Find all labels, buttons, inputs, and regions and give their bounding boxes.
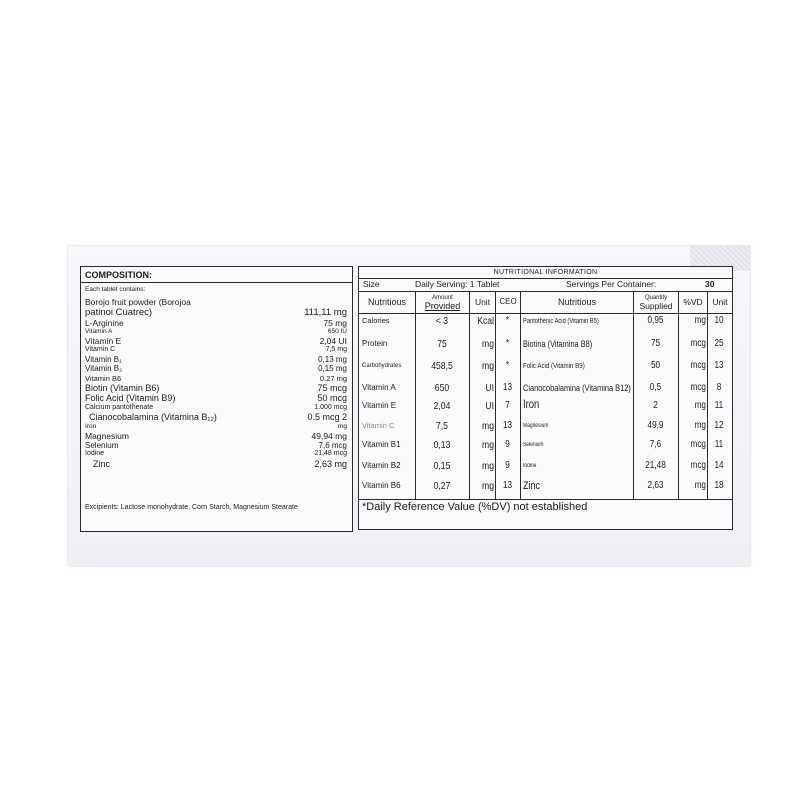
nutrition-cell-unit2: mg (694, 420, 706, 431)
nutrition-cell-amount: < 3 (435, 314, 449, 327)
composition-item-value: 7,5 mg (325, 346, 347, 353)
divider (520, 291, 521, 499)
composition-item-name: patinoi Cuatrec) (85, 307, 153, 318)
serving-text: Daily Serving: 1 Tablet (415, 279, 500, 289)
composition-item-name: Vitamin B₂ (85, 364, 123, 373)
divider (707, 291, 708, 499)
nutrition-cell-vd: 14 (714, 460, 724, 471)
composition-item-value: 0.5 mcg 2 (307, 412, 347, 422)
nutrition-cell-qty: 50 (650, 360, 661, 371)
nutrition-cell-ceo: 13 (502, 382, 513, 393)
nutrition-cell-amount: 7,5 (436, 419, 448, 432)
size-label: Size (363, 279, 380, 289)
composition-item (85, 431, 347, 441)
composition-item-value: 0,27 mg (319, 373, 347, 383)
nutrition-cell-right: Selenium (523, 442, 544, 448)
composition-item-name: Vitamin B6 (85, 373, 122, 383)
composition-item (85, 383, 347, 394)
nutrition-cell-ceo: * (505, 315, 510, 326)
composition-item-value: 111,11 mg (304, 307, 347, 318)
nutrition-cell-qty: 21,48 (645, 460, 666, 471)
nutrition-cell-ceo: 7 (505, 400, 510, 411)
composition-item-value: 21,48 mcg (314, 450, 347, 457)
composition-item-value: 1.000 mcg (314, 403, 347, 411)
nutrition-cell-left: Calories (362, 316, 390, 326)
composition-item-value: 2,04 UI (319, 336, 347, 346)
nutrition-cell-unit: Kcal (477, 314, 494, 327)
composition-item-value: 0,13 mg (318, 354, 347, 364)
header-amount-main: Provided (424, 301, 461, 311)
composition-item-value: 75 mcg (317, 382, 347, 393)
composition-item-name: Folic Acid (Vitamin B9) (85, 393, 176, 403)
header-unit-2: Unit (712, 297, 728, 307)
composition-item (85, 328, 347, 336)
composition-item-name: Vitamin B₁ (85, 354, 122, 364)
nutrition-cell-unit2: mcg (690, 382, 706, 393)
nutrition-cell-qty: 2,63 (647, 480, 664, 491)
nutrition-cell-amount: 0,15 (433, 459, 451, 472)
divider (633, 291, 634, 499)
nutrition-cell-left: Protein (362, 339, 388, 348)
header-quantity (634, 291, 678, 313)
divider (495, 291, 496, 499)
composition-item-name: Vitamin A (85, 328, 113, 335)
nutrition-cell-amount: 0,27 (433, 479, 451, 492)
nutrition-cell-unit2: mg (694, 480, 706, 491)
header-nutritious-2: Nutritious (557, 297, 596, 307)
nutrition-cell-unit2: mcg (690, 360, 706, 371)
composition-item-name: Vitamin C (85, 346, 116, 353)
nutrition-cell-right: Zinc (523, 479, 541, 492)
composition-item (85, 346, 347, 355)
composition-item (85, 297, 347, 307)
nutrition-cell-unit2: mg (694, 315, 706, 326)
header-quantity-main: Supplied (639, 301, 673, 311)
nutrition-cell-left: Vitamin E (362, 401, 397, 410)
nutrition-cell-ceo: 9 (505, 439, 510, 450)
nutrition-cell-qty: 2 (653, 400, 658, 411)
nutrition-cell-right: Magnesium (523, 423, 549, 429)
header-amount-small: Amount (432, 295, 453, 301)
composition-item-value: 7,6 mcg (318, 440, 347, 450)
composition-item (85, 307, 347, 318)
composition-item-value: 49,94 mg (311, 430, 347, 441)
nutrition-cell-unit: mg (482, 479, 494, 492)
nutrition-cell-unit: UI (485, 399, 494, 412)
serving-row (359, 278, 732, 292)
composition-item (85, 364, 347, 374)
nutrition-cell-unit: mg (482, 337, 494, 350)
nutrition-cell-vd: 13 (714, 360, 724, 371)
divider (678, 291, 679, 499)
composition-item-name: Zinc (93, 458, 111, 469)
composition-item-name: Calcium pantothenate (85, 403, 154, 411)
nutrition-cell-unit: UI (485, 381, 494, 394)
nutrition-cell-ceo: 9 (505, 460, 510, 471)
nutrition-cell-right: Iron (523, 399, 540, 412)
composition-item-name: Selenium (85, 440, 119, 450)
nutrition-cell-left: Vitamin B6 (362, 481, 401, 490)
composition-item-name: Iron (85, 422, 97, 430)
nutrition-cell-vd: 18 (714, 480, 724, 491)
nutrition-cell-ceo: 13 (502, 480, 513, 491)
composition-item-value: 0,15 mg (318, 364, 347, 373)
composition-title: COMPOSITION: (81, 267, 352, 283)
composition-item-name: Magnesium (85, 430, 129, 441)
composition-excipients: Excipients: Lactose monohydrate, Corn Starch, Magnesium Stearate (85, 504, 298, 511)
composition-item (85, 441, 347, 451)
composition-item (85, 374, 347, 383)
composition-item-name: Cianocobalamina (Vitamina B₁₂) (89, 412, 217, 422)
nutrition-cell-unit: mg (482, 459, 494, 472)
composition-item (85, 336, 347, 346)
nutrition-cell-left: Vitamin A (362, 383, 396, 392)
nutrition-cell-unit2: mcg (690, 460, 706, 471)
composition-list (85, 297, 347, 469)
nutrition-cell-vd: 11 (714, 400, 724, 411)
nutrition-cell-left: Vitamin B2 (362, 461, 401, 470)
composition-item (85, 355, 347, 365)
composition-item-value: 50 mcg (317, 393, 347, 403)
divider (469, 291, 470, 499)
nutrition-footnote: *Daily Reference Value (%DV) not established (359, 499, 732, 513)
header-ceo: CEO (499, 297, 517, 306)
nutrition-cell-left: Vitamin B1 (362, 440, 401, 449)
composition-item-value: mg (337, 422, 347, 430)
nutrition-cell-right: Pantothenic Acid (Vitamin B5) (523, 317, 599, 325)
nutrition-cell-ceo: * (505, 338, 510, 349)
nutrition-cell-qty: 49,9 (647, 420, 664, 431)
composition-subtitle: Each tablet contains: (85, 286, 146, 293)
nutrition-cell-unit: mg (482, 438, 494, 451)
nutrition-cell-unit: mg (482, 419, 494, 432)
servings-per-container-label: Servings Per Container: (566, 279, 657, 289)
nutrition-cell-qty: 0,5 (649, 382, 662, 393)
composition-item (85, 404, 347, 413)
nutrition-cell-right: Iodine (523, 463, 537, 469)
composition-item-name: L-Arginine (85, 318, 124, 328)
nutrition-cell-qty: 0,95 (647, 315, 664, 326)
composition-item (85, 450, 347, 459)
composition-item (85, 423, 347, 431)
nutrition-cell-vd: 8 (716, 382, 722, 393)
nutrition-cell-unit2: mcg (690, 439, 706, 450)
divider (415, 291, 416, 499)
composition-item-value: 75 mg (323, 318, 347, 328)
nutrition-cell-unit: mg (482, 359, 494, 372)
nutrition-cell-ceo: * (505, 360, 510, 371)
header-nutritious: Nutritious (367, 297, 406, 307)
composition-box (80, 266, 353, 532)
nutrition-cell-vd: 12 (714, 420, 724, 431)
nutrition-cell-qty: 7,6 (649, 439, 662, 450)
composition-item-value: 2,63 mg (314, 458, 347, 469)
composition-item (85, 393, 347, 404)
nutrition-cell-ceo: 13 (502, 420, 513, 431)
nutrition-cell-unit2: mg (694, 400, 706, 411)
nutrition-title: NUTRITIONAL INFORMATION (359, 267, 732, 279)
nutrition-cell-right: Biotina (Vitamina B8) (523, 338, 593, 349)
header-amount (416, 291, 469, 313)
nutrition-cell-vd: 25 (714, 338, 724, 349)
nutrition-cell-vd: 11 (714, 439, 724, 450)
nutrition-cell-qty: 75 (650, 338, 661, 349)
nutrition-cell-amount: 0,13 (433, 438, 451, 451)
header-unit: Unit (474, 297, 491, 307)
composition-item (85, 412, 347, 423)
composition-item-name: Biotin (Vitamin B6) (85, 382, 160, 393)
nutrition-cell-vd: 10 (714, 315, 724, 326)
header-vd: %VD (683, 297, 703, 307)
nutrition-cell-amount: 458,5 (431, 359, 453, 372)
servings-per-container-value: 30 (705, 279, 715, 289)
composition-item (85, 459, 347, 470)
header-quantity-small: Quantity (644, 295, 668, 301)
nutrition-cell-right: Cianocobalamina (Vitamina B12) (523, 382, 631, 393)
nutrition-box (358, 266, 733, 530)
nutrition-cell-amount: 75 (437, 337, 447, 350)
composition-item (85, 318, 347, 328)
composition-item-name: Vitamin E (85, 336, 122, 346)
nutrition-cell-amount: 2,04 (433, 399, 451, 412)
composition-item-name: Borojo fruit powder (Borojoa (85, 297, 191, 307)
nutrition-cell-left: Vitamin C (362, 421, 395, 431)
composition-item-value: 650 IU (327, 328, 347, 335)
nutrition-cell-amount: 650 (434, 381, 450, 394)
nutrition-cell-right: Folic Acid (Vitamin B9) (523, 361, 585, 371)
nutrition-cell-unit2: mcg (690, 338, 706, 349)
composition-item-name: Iodine (85, 450, 105, 457)
nutrition-cell-left: Carbohydrates (362, 363, 402, 369)
